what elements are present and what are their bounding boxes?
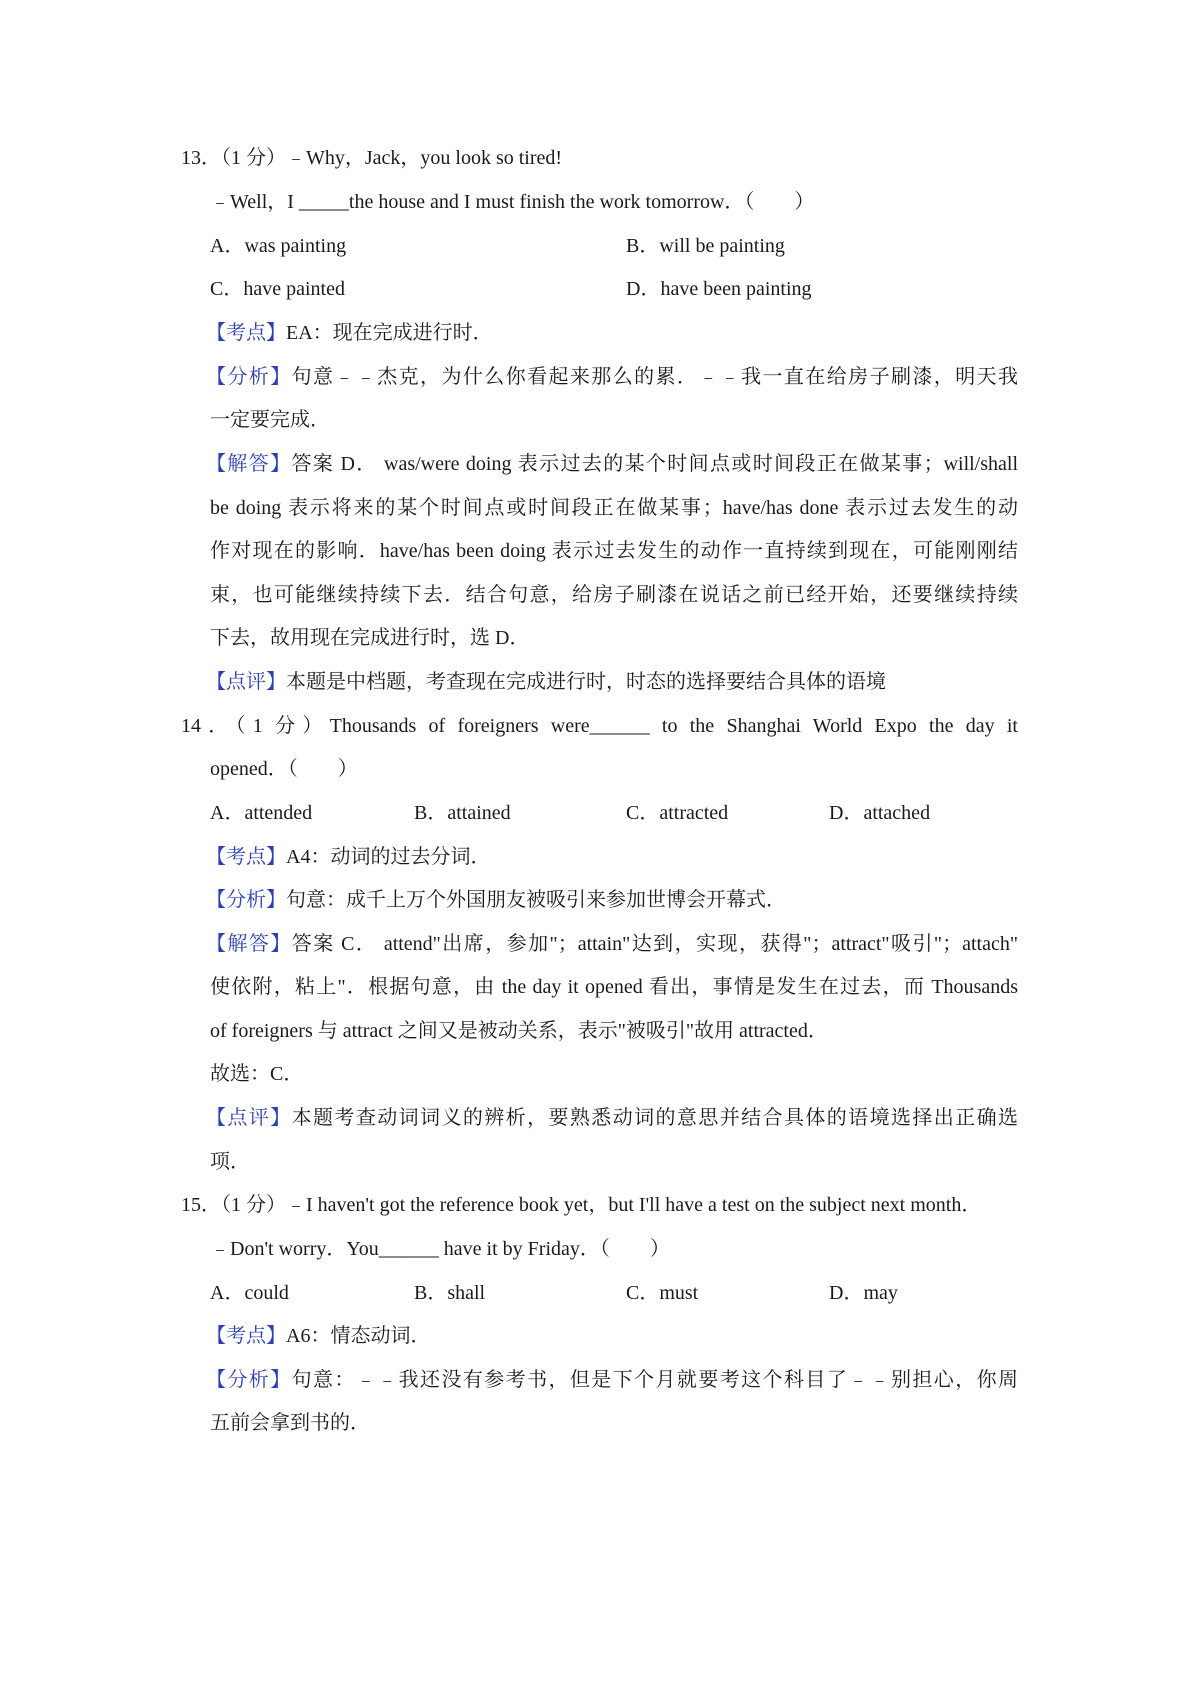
q15-option-b: B．shall bbox=[414, 1282, 486, 1304]
q15-fenxi-line2: 五前会拿到书的． bbox=[210, 1412, 370, 1434]
q13-fenxi-line1: 【分析】句意﹣﹣杰克，为什么你看起来那么的累．﹣﹣我一直在给房子刷漆，明天我 bbox=[206, 366, 1019, 388]
q15-stem-line1: 15．（1 分）﹣I haven't got the reference book yet，but I'll have a test on the subject next month． bbox=[181, 1194, 982, 1216]
fenxi-tag: 【分析】 bbox=[206, 1369, 292, 1391]
q14-option-a: A．attended bbox=[210, 802, 313, 824]
dianping-tag: 【点评】 bbox=[206, 1107, 292, 1129]
q13-dianping: 【点评】本题是中档题，考查现在完成进行时，时态的选择要结合具体的语境 bbox=[206, 671, 886, 693]
q13-jieda-line5: 下去，故用现在完成进行时，选 D． bbox=[210, 627, 530, 649]
jieda-tag: 【解答】 bbox=[206, 933, 292, 955]
q14-jieda-line4: 故选：C． bbox=[210, 1063, 304, 1085]
q13-jieda-line4: 束，也可能继续持续下去．结合句意，给房子刷漆在说话之前已经开始，还要继续持续 bbox=[210, 584, 1018, 606]
q15-option-d: D．may bbox=[829, 1282, 898, 1304]
q15-option-a: A．could bbox=[210, 1282, 289, 1304]
q14-dianping-line2: 项． bbox=[210, 1151, 250, 1173]
kaodian-tag: 【考点】 bbox=[206, 846, 286, 868]
q13-option-a: A．was painting bbox=[210, 235, 347, 257]
q14-option-b: B．attained bbox=[414, 802, 511, 824]
q14-fenxi: 【分析】句意：成千上万个外国朋友被吸引来参加世博会开幕式． bbox=[206, 889, 786, 911]
q13-fenxi-line2: 一定要完成． bbox=[210, 409, 330, 431]
q14-dianping-line1: 【点评】本题考查动词词义的辨析，要熟悉动词的意思并结合具体的语境选择出正确选 bbox=[206, 1107, 1019, 1129]
q14-kaodian: 【考点】A4：动词的过去分词． bbox=[206, 846, 491, 868]
q15-kaodian: 【考点】A6：情态动词． bbox=[206, 1325, 431, 1347]
q13-jieda-line2: be doing 表示将来的某个时间点或时间段正在做某事；have/has done 表示过去发生的动 bbox=[210, 497, 1018, 519]
q14-stem-line2: opened．（ ） bbox=[210, 758, 358, 780]
q13-stem-line1: 13．（1 分）﹣Why，Jack，you look so tired! bbox=[181, 147, 563, 169]
q13-jieda-line1: 【解答】答案 D． was/were doing 表示过去的某个时间点或时间段正在做某事；will/shall bbox=[206, 453, 1019, 475]
q13-kaodian-text: EA：现在完成进行时． bbox=[286, 322, 493, 344]
q15-stem-line2: ﹣Don't worry．You______ have it by Friday．（ ） bbox=[210, 1238, 670, 1260]
q13-stem-line2: ﹣Well，I _____the house and I must finish the work tomorrow．（ ） bbox=[210, 191, 815, 213]
kaodian-tag: 【考点】 bbox=[206, 1325, 286, 1347]
fenxi-tag: 【分析】 bbox=[206, 889, 286, 911]
q14-stem-line1: 14．（1 分）Thousands of foreigners were______ to the Shanghai World Expo the day it bbox=[181, 715, 1018, 737]
q15-fenxi-line1: 【分析】句意：﹣﹣我还没有参考书，但是下个月就要考这个科目了﹣﹣别担心，你周 bbox=[206, 1369, 1019, 1391]
q14-jieda-line3: of foreigners 与 attract 之间又是被动关系，表示"被吸引"故用 attracted． bbox=[210, 1020, 828, 1042]
q14-jieda-line2: 使依附，粘上"．根据句意，由 the day it opened 看出，事情是发生在过去，而 Thousands bbox=[210, 976, 1018, 998]
fenxi-tag: 【分析】 bbox=[206, 366, 292, 388]
q13-option-d: D．have been painting bbox=[626, 278, 812, 300]
q15-option-c: C．must bbox=[626, 1282, 699, 1304]
kaodian-tag: 【考点】 bbox=[206, 322, 286, 344]
q13-kaodian bbox=[206, 321, 493, 345]
q13-option-b: B．will be painting bbox=[626, 235, 785, 257]
jieda-tag: 【解答】 bbox=[206, 453, 292, 475]
q14-jieda-line1: 【解答】答案 C． attend"出席，参加"；attain"达到，实现，获得"；attract"吸引"；attach" bbox=[206, 933, 1019, 955]
q14-option-c: C．attracted bbox=[626, 802, 729, 824]
dianping-tag: 【点评】 bbox=[206, 671, 286, 693]
q13-option-c: C．have painted bbox=[210, 278, 345, 300]
q13-jieda-line3: 作对现在的影响．have/has been doing 表示过去发生的动作一直持续到现在，可能刚刚结 bbox=[210, 540, 1018, 562]
q14-option-d: D．attached bbox=[829, 802, 931, 824]
